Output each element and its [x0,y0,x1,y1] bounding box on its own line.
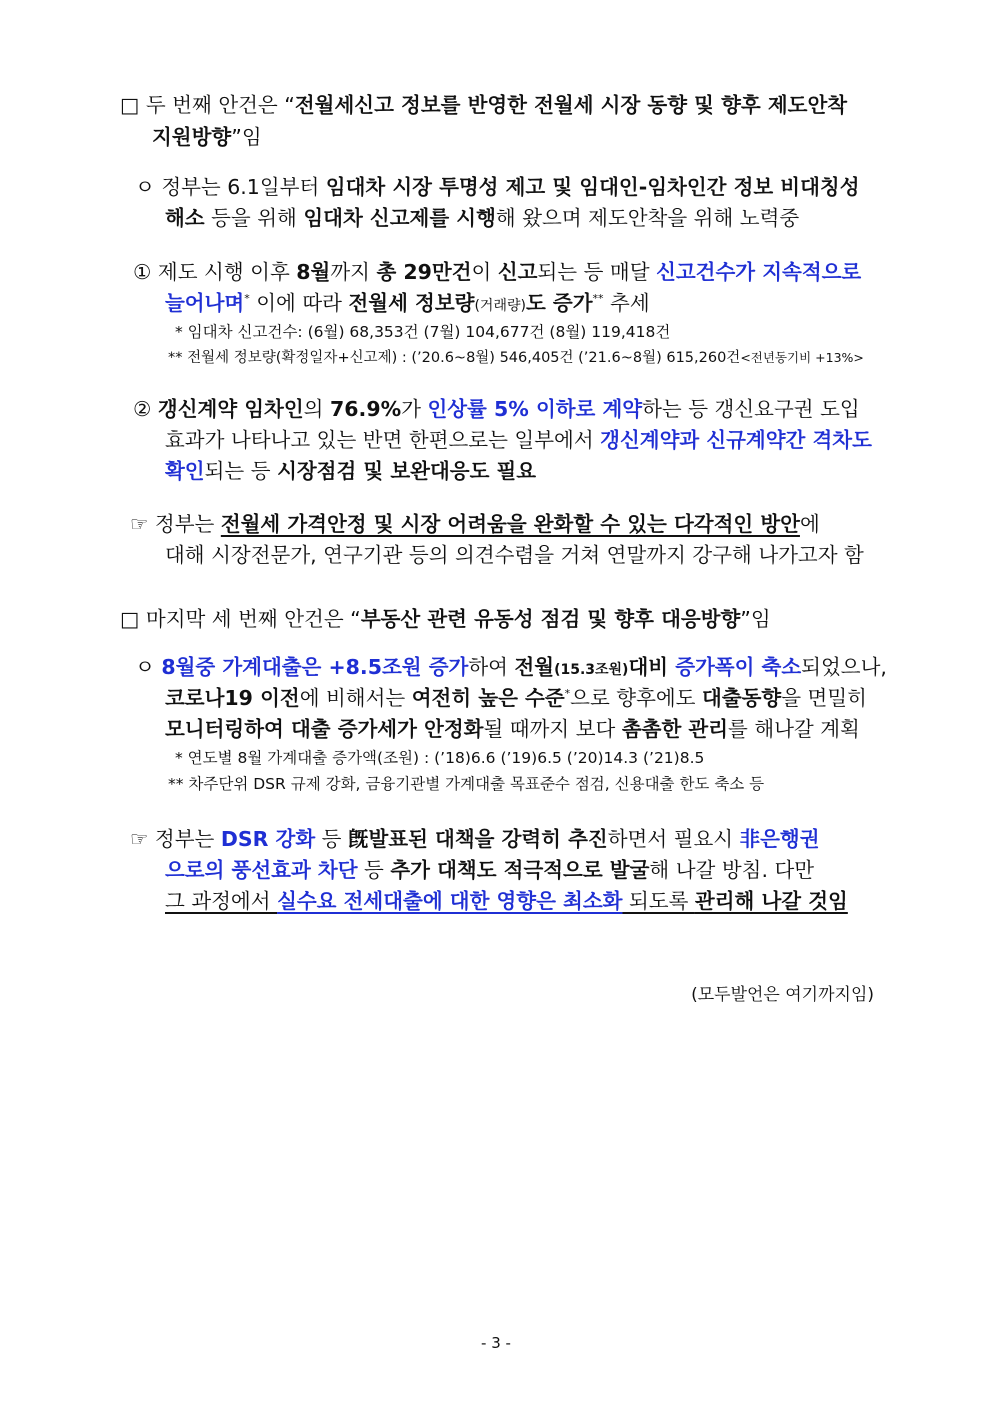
pointer-2-cont-2: 그 과정에서 실수요 전세대출에 대한 영향은 최소화 되도록 관리해 나갈 것임 [165,889,848,913]
item-2: ② 갱신계약 임차인의 76.9%가 인상률 5% 이하로 계약하는 등 갱신요구권 도입 [133,397,860,421]
item-1-cont: 늘어나며* 이에 따라 전월세 정보량(거래량)도 증가** 추세 [165,291,650,315]
pointer-1-cont: 대해 시장전문가, 연구기관 등의 의견수렴을 거쳐 연말까지 강구해 나가고자 함 [165,543,864,567]
household-loans-note-2: ** 차주단위 DSR 규제 강화, 금융기관별 가계대출 목표준수 점검, 신용대출 한도 축소 등 [168,775,765,793]
paragraph-household-loans-cont: 코로나19 이전에 비해서는 여전히 높은 수준*으로 향후에도 대출동향을 면밀히 [165,686,867,710]
item-2-cont-2: 확인되는 등 시장점검 및 보완대응도 필요 [165,459,537,483]
household-loans-note-1: * 연도별 8월 가계대출 증가액(조원) : (’18)6.6 (’19)6.5 (’20)14.3 (’21)8.5 [175,749,705,767]
closing-remark: (모두발언은 여기까지임) [691,985,874,1005]
paragraph-rental-report: ㅇ 정부는 6.1일부터 임대차 시장 투명성 제고 및 임대인-임차인간 정보 비대칭성 [135,175,860,199]
item-1: ① 제도 시행 이후 8월까지 총 29만건이 신고되는 등 매달 신고건수가 지속적으로 [133,260,862,284]
item-2-cont: 효과가 나타나고 있는 반면 한편으로는 일부에서 갱신계약과 신규계약간 격차도 [165,428,872,452]
paragraph-household-loans-cont-2: 모니터링하여 대출 증가세가 안정화될 때까지 보다 촘촘한 관리를 해나갈 계획 [165,717,860,741]
paragraph-rental-report-cont: 해소 등을 위해 임대차 신고제를 시행해 왔으며 제도안착을 위해 노력중 [165,206,800,230]
pointer-1: ☞ 정부는 전월세 가격안정 및 시장 어려움을 완화할 수 있는 다각적인 방안에 [130,512,820,536]
paragraph-household-loans: ㅇ 8월중 가계대출은 +8.5조원 증가하여 전월(15.3조원)대비 증가폭이 축소되었으나, [135,655,887,679]
item-1-note-2: ** 전월세 정보량(확정일자+신고제) : (’20.6~8월) 546,405건 (’21.6~8월) 615,260건<전년동기비 +13%> [168,350,864,366]
section-2-heading-cont: 지원방향”임 [152,125,262,149]
section-2-heading: □ 두 번째 안건은 “전월세신고 정보를 반영한 전월세 시장 동향 및 향후 제도안착 [120,93,848,117]
section-3-heading: □ 마지막 세 번째 안건은 “부동산 관련 유동성 점검 및 향후 대응방향”임 [120,607,771,631]
pointer-2: ☞ 정부는 DSR 강화 등 旣발표된 대책을 강력히 추진하면서 필요시 非은행권 [130,827,820,851]
pointer-2-cont: 으로의 풍선효과 차단 등 추가 대책도 적극적으로 발굴해 나갈 방침. 다만 [165,858,815,882]
page-number: - 3 - [481,1334,511,1352]
item-1-note-1: * 임대차 신고건수: (6월) 68,353건 (7월) 104,677건 (8월) 119,418건 [175,323,671,341]
